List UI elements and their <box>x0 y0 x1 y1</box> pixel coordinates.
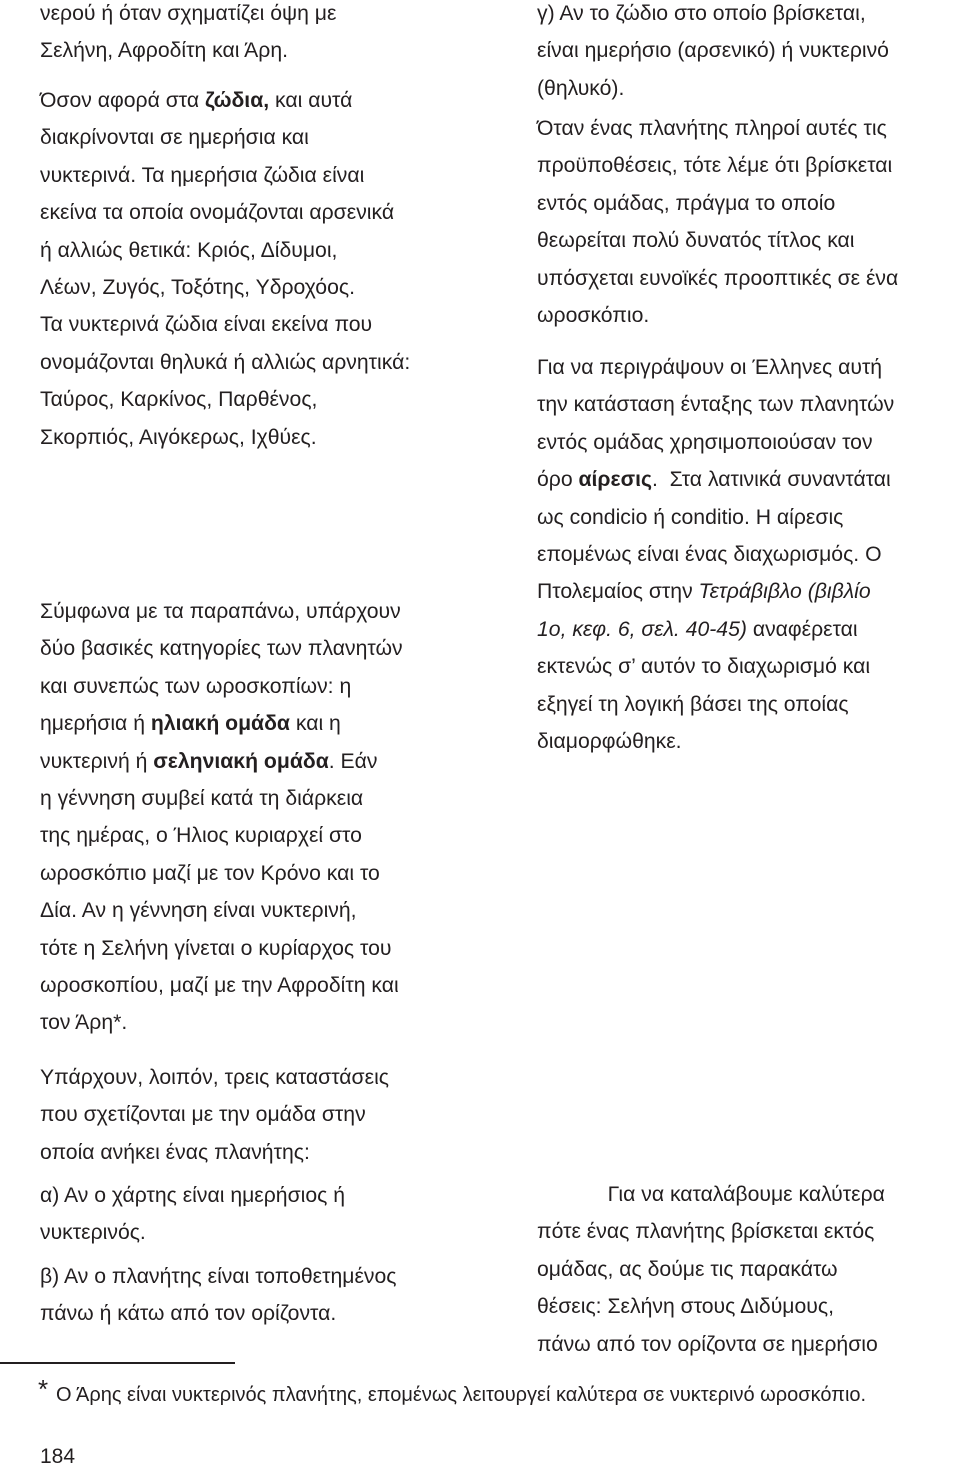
text-line: υπόσχεται ευνοϊκές προοπτικές σε ένα <box>537 266 899 290</box>
text-line: Δία. Αν η γέννηση είναι νυκτερινή, <box>40 899 357 923</box>
text-line: Για να καταλάβουμε καλύτερα <box>537 1183 885 1206</box>
text-line: τον Άρη*. <box>40 1011 128 1035</box>
text-line: Υπάρχουν, λοιπόν, τρεις καταστάσεις <box>40 1066 389 1089</box>
paragraph-zodiac-signs <box>40 82 410 456</box>
footnote-marker: * <box>38 1374 49 1404</box>
text-line <box>40 705 403 742</box>
text-line: επομένως είναι ένας διαχωρισμός. Ο <box>537 543 882 567</box>
paragraph-continuation <box>40 0 336 70</box>
text-line: πάνω ή κάτω από τον ορίζοντα. <box>40 1302 337 1326</box>
text-line: και συνεπώς των ωροσκοπίων: η <box>40 674 352 698</box>
text-line <box>40 743 403 780</box>
text-line: Για να περιγράψουν οι Έλληνες αυτή <box>537 356 883 379</box>
list-item-c <box>537 0 889 107</box>
text-line: τότε η Σελήνη γίνεται ο κυρίαρχος του <box>40 936 392 960</box>
text-line: εντός ομάδας χρησιμοποιούσαν τον <box>537 430 873 454</box>
text-line: ωροσκόπιο μαζί με τον Κρόνο και το <box>40 861 380 885</box>
text-line: Σελήνη, Αφροδίτη και Άρη. <box>40 39 289 63</box>
paragraph-three-conditions <box>40 1059 389 1171</box>
text-line: ομάδας, ας δούμε τις παρακάτω <box>537 1257 838 1281</box>
text-line <box>40 82 410 119</box>
text-segment: ημερήσια ή <box>40 712 151 736</box>
text-line: Τα νυκτερινά ζώδια είναι εκείνα που <box>40 313 373 337</box>
text-line: πότε ένας πλανήτης βρίσκεται εκτός <box>537 1220 875 1244</box>
paragraph-in-sect <box>537 110 898 334</box>
text-line: ωροσκοπίου, μαζί με την Αφροδίτη και <box>40 974 399 998</box>
text-line: Σύμφωνα με τα παραπάνω, υπάρχουν <box>40 600 401 623</box>
bold-term: σεληνιακή ομάδα <box>153 749 329 773</box>
text-line: γ) Αν το ζώδιο στο οποίο βρίσκεται, <box>537 2 866 25</box>
text-line: θέσεις: Σελήνη στους Διδύμους, <box>537 1295 834 1319</box>
text-line <box>537 461 894 498</box>
text-line <box>537 573 894 610</box>
text-line: πάνω από τον ορίζοντα σε ημερήσιο <box>537 1332 878 1356</box>
list-item-a <box>40 1177 345 1252</box>
text-line: νυκτερινά. Τα ημερήσια ζώδια είναι <box>40 163 365 187</box>
paragraph-hairesis <box>537 349 894 760</box>
paragraph-example <box>537 1176 885 1363</box>
page-number: 184 <box>40 1445 76 1468</box>
text-line: Όταν ένας πλανήτης πληροί αυτές τις <box>537 117 887 140</box>
text-line: ονομάζονται θηλυκά ή αλλιώς αρνητικά: <box>40 350 411 374</box>
list-item-b <box>40 1258 397 1333</box>
footnote-divider <box>0 1362 235 1364</box>
text-segment: αναφέρεται <box>746 617 858 641</box>
text-line: νερού ή όταν σχηματίζει όψη με <box>40 2 337 25</box>
paragraph-planet-groups <box>40 593 403 1042</box>
text-line: β) Αν ο πλανήτης είναι τοποθετημένος <box>40 1265 397 1288</box>
text-line: θεωρείται πολύ δυνατός τίτλος και <box>537 229 855 253</box>
footnote-text: Ο Άρης είναι νυκτερινός πλανήτης, επομένως λειτουργεί καλύτερα σε νυκτερινό ωροσκόπιο. <box>56 1384 867 1406</box>
text-line: εντός ομάδας, πράγμα το οποίο <box>537 191 836 215</box>
text-segment: νυκτερινή ή <box>40 749 154 773</box>
text-segment: και η <box>289 712 341 736</box>
text-line: ως condicio ή conditio. Η αίρεσις <box>537 505 844 529</box>
bold-term: αίρεσις <box>578 468 652 492</box>
text-line <box>537 611 894 648</box>
text-line: Σκορπιός, Αιγόκερως, Ιχθύες. <box>40 425 317 449</box>
text-line: (θηλυκό). <box>537 76 625 100</box>
text-line: ή αλλιώς θετικά: Κριός, Δίδυμοι, <box>40 238 338 262</box>
text-line: οποία ανήκει ένας πλανήτης: <box>40 1140 310 1164</box>
text-line: της ημέρας, ο Ήλιος κυριαρχεί στο <box>40 824 362 848</box>
text-segment: και αυτά <box>269 89 353 112</box>
text-line: η γέννηση συμβεί κατά τη διάρκεια <box>40 787 364 811</box>
text-line: νυκτερινός. <box>40 1221 146 1245</box>
text-line: ωροσκόπιο. <box>537 304 650 328</box>
text-line: Ταύρος, Καρκίνος, Παρθένος, <box>40 388 318 412</box>
text-line: Λέων, Ζυγός, Τοξότης, Υδροχόος. <box>40 276 355 300</box>
text-line: είναι ημερήσιο (αρσενικό) ή νυκτερινό <box>537 39 889 63</box>
italic-reference: Τετράβιβλο (βιβλίο <box>698 580 871 604</box>
text-line: δύο βασικές κατηγορίες των πλανητών <box>40 637 403 661</box>
text-segment: όρο <box>537 468 579 492</box>
italic-reference: 1ο, κεφ. 6, σελ. 40-45) <box>537 617 747 641</box>
text-line: που σχετίζονται με την ομάδα στην <box>40 1103 366 1127</box>
text-segment: . Στα λατινικά συναντάται <box>652 468 891 492</box>
text-line: προϋποθέσεις, τότε λέμε ότι βρίσκεται <box>537 154 893 178</box>
text-segment: . Εάν <box>328 749 378 773</box>
text-line: εξηγεί τη λογική βάσει της οποίας <box>537 692 849 716</box>
text-line: την κατάσταση ένταξης των πλανητών <box>537 393 895 417</box>
text-line: εκτενώς σ’ αυτόν το διαχωρισμό και <box>537 655 871 679</box>
text-line: διαμορφώθηκε. <box>537 730 682 754</box>
text-line: διακρίνονται σε ημερήσια και <box>40 126 309 150</box>
text-line: εκείνα τα οποία ονομάζονται αρσενικά <box>40 201 395 225</box>
bold-term: ζώδια, <box>205 89 270 112</box>
text-segment: Όσον αφορά στα <box>40 89 205 112</box>
text-line: α) Αν ο χάρτης είναι ημερήσιος ή <box>40 1184 346 1207</box>
bold-term: ηλιακή ομάδα <box>150 712 290 736</box>
text-segment: Πτολεμαίος στην <box>537 580 699 604</box>
